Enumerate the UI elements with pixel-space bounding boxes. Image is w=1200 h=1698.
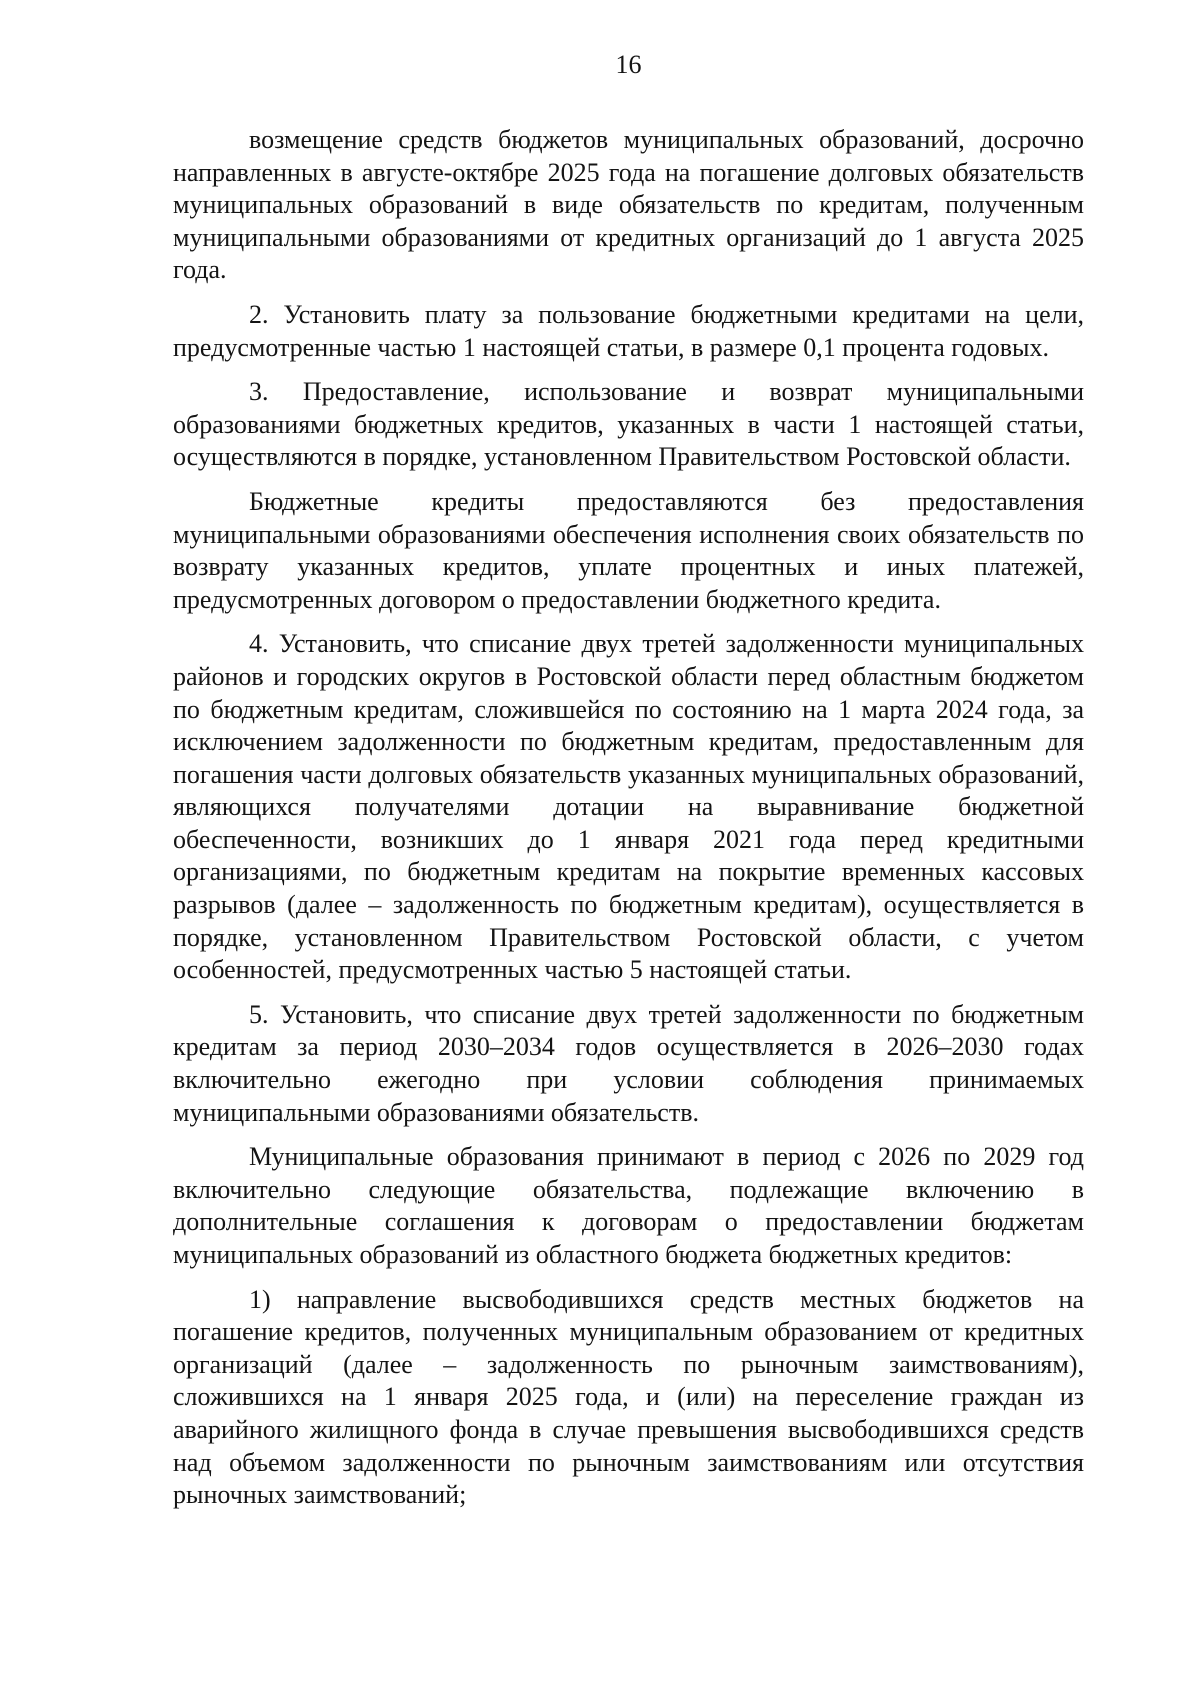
- paragraph-clause-3: 3. Предоставление, использование и возврат муниципальными образованиями бюджетных кредитов, указанных в части 1 настоящей статьи, осуществляются в порядке, установленном Правительством Ростовской области.: [173, 377, 1084, 472]
- paragraph-clause-5: 5. Установить, что списание двух третей задолженности по бюджетным кредитам за период 2030–2034 годов осуществляется в 2026–2030 годах включительно ежегодно при условии соблюдения принимаемых муниципальными образованиями обязательств.: [173, 999, 1084, 1127]
- paragraph-obligations: Муниципальные образования принимают в период с 2026 по 2029 год включительно следующие обязательства, подлежащие включению в дополнительные соглашения к договорам о предоставлении бюджетам муниципальных образований из областного бюджета бюджетных кредитов:: [173, 1142, 1084, 1269]
- paragraph-clause-4: 4. Установить, что списание двух третей задолженности муниципальных районов и городских округов в Ростовской области перед областным бюджетом по бюджетным кредитам, сложившейся по состоянию на 1 марта 2024 года, за исключением задолженности по бюджетным кредитам, предоставленным для погашения части долговых обязательств указанных муниципальных образований, являющихся получателями дотации на выравнивание бюджетной обеспеченности, возникших до 1 января 2021 года перед кредитными организациями, по бюджетным кредитам на покрытие временных кассовых разрывов (далее – задолженность по бюджетным кредитам), осуществляется в порядке, установленном Правительством Ростовской области, с учетом особенностей, предусмотренных частью 5 настоящей статьи.: [173, 629, 1084, 985]
- paragraph-clause-2: 2. Установить плату за пользование бюджетными кредитами на цели, предусмотренные частью 1 настоящей статьи, в размере 0,1 процента годовых.: [173, 299, 1084, 362]
- paragraph-item-1: 1) направление высвободившихся средств местных бюджетов на погашение кредитов, полученных муниципальным образованием от кредитных организаций (далее – задолженность по рыночным заимствованиям), сложившихся на 1 января 2025 года, и (или) на переселение граждан из аварийного жилищного фонда в случае превышения высвободившихся средств над объемом задолженности по рыночным заимствованиям или отсутствия рыночных заимствований;: [173, 1284, 1084, 1510]
- paragraph-budget-credits: Бюджетные кредиты предоставляются без предоставления муниципальными образованиями обеспечения исполнения своих обязательств по возврату указанных кредитов, уплате процентных и иных платежей, предусмотренных договором о предоставлении бюджетного кредита.: [173, 486, 1084, 614]
- paragraph-continuation: возмещение средств бюджетов муниципальных образований, досрочно направленных в августе-октябре 2025 года на погашение долговых обязательств муниципальных образований в виде обязательств по кредитам, полученным муниципальными образованиями от кредитных организаций до 1 августа 2025 года.: [173, 125, 1084, 285]
- page-number: 16: [615, 50, 642, 79]
